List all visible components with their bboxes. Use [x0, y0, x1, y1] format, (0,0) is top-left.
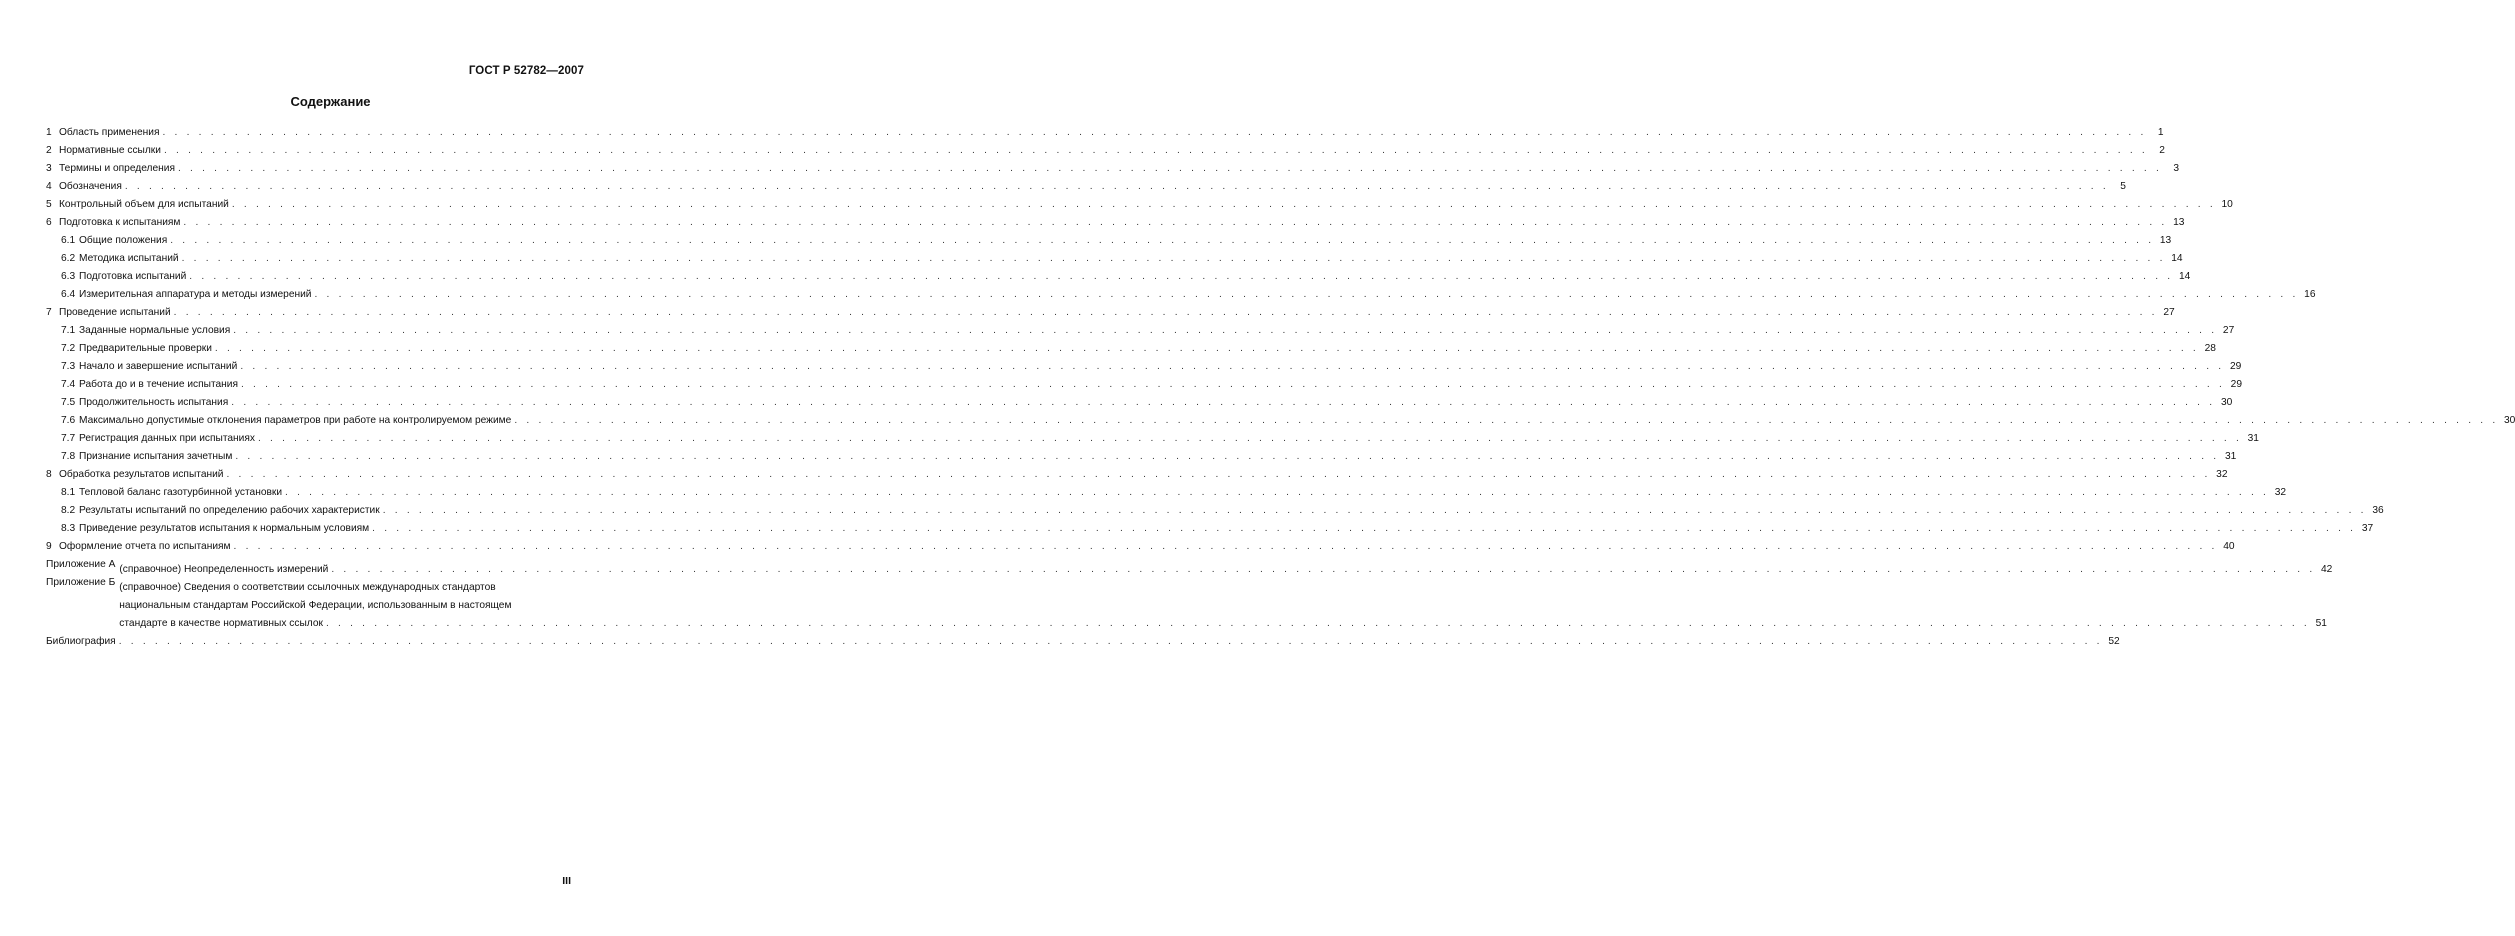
toc-entry-number: 6.4	[61, 289, 76, 300]
toc-entry[interactable]	[46, 427, 2259, 445]
toc-leader-dots	[183, 216, 2167, 229]
toc-entry-label: Предварительные проверки	[79, 343, 212, 354]
appendix-a-page: 42	[2321, 564, 2333, 575]
table-of-contents	[46, 121, 2515, 648]
toc-entry-page: 16	[2304, 289, 2316, 300]
toc-leader-dots	[285, 486, 2269, 499]
toc-entry-label: Признание испытания зачетным	[79, 451, 233, 462]
toc-entry[interactable]	[46, 535, 2235, 553]
bibliography-page: 52	[2108, 636, 2120, 647]
toc-entry-label: Работа до и в течение испытания	[79, 379, 238, 390]
appendix-b-body	[115, 576, 2327, 630]
toc-entry-page: 13	[2173, 217, 2185, 228]
toc-entry-number: 1	[46, 127, 52, 138]
toc-entry-page: 3	[2173, 163, 2179, 174]
toc-entry[interactable]	[46, 319, 2235, 337]
toc-entry-number: 7.7	[61, 433, 76, 444]
toc-entry-number: 7.6	[61, 415, 76, 426]
toc-entry-page: 27	[2163, 307, 2175, 318]
toc-entry-number: 7.5	[61, 397, 76, 408]
toc-entry-label: Термины и определения	[59, 163, 175, 174]
toc-entry[interactable]	[46, 211, 2185, 229]
toc-entry-page: 2	[2159, 145, 2165, 156]
toc-entry-number: 8.1	[61, 487, 76, 498]
appendix-b-text-2: национальным стандартам Российской Федерации, использованным в настоящем	[119, 600, 512, 611]
appendix-a-text: (справочное) Неопределенность измерений	[119, 564, 329, 575]
toc-entry-number: 6.1	[61, 235, 76, 246]
toc-entry-number: 3	[46, 163, 52, 174]
toc-entry-page: 10	[2221, 199, 2233, 210]
toc-entry[interactable]	[46, 283, 2316, 301]
appendix-a-label: Приложение А	[46, 559, 116, 570]
toc-entry-label: Продолжительность испытания	[79, 397, 229, 408]
toc-entry-label: Максимально допустимые отклонения параметров при работе на контролируемом режиме	[79, 415, 512, 426]
toc-entry-label: Заданные нормальные условия	[79, 325, 231, 336]
toc-entry-number: 2	[46, 145, 52, 156]
toc-entry-page: 40	[2223, 541, 2235, 552]
toc-entry-number: 7.2	[61, 343, 76, 354]
toc-entry[interactable]	[46, 157, 2179, 175]
toc-entry[interactable]	[46, 337, 2216, 355]
toc-entry-page: 28	[2204, 343, 2216, 354]
toc-entry-number: 7.3	[61, 361, 76, 372]
toc-entry-number: 7	[46, 307, 52, 318]
appendix-a-line	[115, 558, 2332, 576]
toc-entry[interactable]	[46, 481, 2287, 499]
toc-entry-page: 30	[2220, 397, 2233, 408]
toc-leader-dots	[241, 378, 2225, 391]
toc-entry-label: Приведение результатов испытания к нормальным условиям	[79, 523, 370, 534]
page-number: III	[562, 875, 571, 887]
toc-entry-page: 30	[2504, 415, 2515, 426]
toc-leader-dots	[235, 450, 2219, 463]
toc-entry[interactable]	[46, 301, 2175, 319]
toc-entry-number: 6	[46, 217, 52, 228]
toc-entry[interactable]	[46, 409, 2515, 427]
toc-leader-dots	[326, 617, 2310, 630]
toc-entry-page: 5	[2120, 181, 2126, 192]
toc-entry-number: 7.8	[61, 451, 76, 462]
toc-entry-number: 7.4	[61, 379, 76, 390]
toc-leader-dots	[231, 396, 2215, 409]
toc-entry-label: Область применения	[59, 127, 160, 138]
toc-entry-label: Методика испытаний	[79, 253, 179, 264]
appendix-b-line-1	[115, 576, 2327, 594]
toc-entry[interactable]	[46, 193, 2233, 211]
toc-leader-dots	[258, 432, 2242, 445]
toc-leader-dots	[182, 252, 2166, 265]
toc-entry-page: 14	[2171, 253, 2183, 264]
toc-entry[interactable]	[46, 121, 2164, 139]
toc-entry[interactable]	[46, 355, 2242, 373]
toc-entry-page: 36	[2372, 505, 2384, 516]
toc-leader-dots	[174, 306, 2158, 319]
toc-rows	[46, 121, 2515, 553]
toc-entry[interactable]	[46, 175, 2126, 193]
toc-entry[interactable]	[46, 265, 2191, 283]
toc-entry-label: Обозначения	[59, 181, 122, 192]
toc-entry-number: 4	[46, 181, 52, 192]
toc-leader-dots	[233, 324, 2217, 337]
toc-entry-page: 1	[2157, 127, 2164, 138]
appendix-b-text-1: (справочное) Сведения о соответствии ссылочных международных стандартов	[119, 582, 496, 593]
toc-entry[interactable]	[46, 463, 2228, 481]
toc-leader-dots	[232, 198, 2216, 211]
toc-entry-number: 8.3	[61, 523, 76, 534]
toc-leader-dots	[372, 522, 2356, 535]
toc-leader-dots	[240, 360, 2224, 373]
toc-bibliography[interactable]	[46, 630, 2120, 648]
toc-entry[interactable]	[46, 139, 2165, 157]
appendix-b-line-3	[115, 612, 2327, 630]
toc-entry[interactable]	[46, 445, 2237, 463]
toc-entry-label: Регистрация данных при испытаниях	[79, 433, 255, 444]
toc-appendix-a[interactable]	[46, 553, 2333, 576]
toc-entry[interactable]	[46, 391, 2233, 409]
toc-leader-dots	[315, 288, 2299, 301]
toc-entry[interactable]	[46, 499, 2384, 517]
toc-entry-page: 32	[2216, 469, 2228, 480]
document-code: ГОСТ Р 52782—2007	[468, 65, 584, 77]
toc-entry-page: 29	[2230, 361, 2242, 372]
toc-entry-label: Контрольный объем для испытаний	[59, 199, 229, 210]
toc-leader-dots	[119, 635, 2103, 648]
toc-leader-dots	[125, 180, 2109, 193]
toc-entry[interactable]	[46, 373, 2243, 391]
toc-entry-label: Общие положения	[79, 235, 168, 246]
bibliography-label: Библиография	[46, 636, 116, 647]
toc-entry[interactable]	[46, 247, 2183, 265]
toc-leader-dots	[178, 162, 2162, 175]
toc-leader-dots	[215, 342, 2199, 355]
toc-entry[interactable]	[46, 517, 2374, 535]
toc-entry-page: 27	[2222, 325, 2235, 336]
toc-entry-label: Оформление отчета по испытаниям	[59, 541, 231, 552]
toc-entry[interactable]	[46, 229, 2172, 247]
toc-entry-label: Начало и завершение испытаний	[79, 361, 238, 372]
toc-entry-label: Результаты испытаний по определению рабочих характеристик	[79, 505, 380, 516]
toc-entry-page: 13	[2159, 235, 2172, 246]
toc-entry-number: 8.2	[61, 505, 76, 516]
toc-entry-number: 7.1	[61, 325, 76, 336]
toc-entry-page: 37	[2361, 523, 2374, 534]
toc-entry-number: 9	[46, 541, 52, 552]
toc-entry-label: Обработка результатов испытаний	[59, 469, 224, 480]
toc-entry-page: 29	[2230, 379, 2243, 390]
appendix-b-text-3: стандарте в качестве нормативных ссылок	[119, 618, 323, 629]
toc-entry-page: 31	[2247, 433, 2259, 444]
toc-leader-dots	[189, 270, 2173, 283]
toc-entry-page: 14	[2178, 271, 2191, 282]
toc-entry-number: 5	[46, 199, 52, 210]
appendix-b-page: 51	[2315, 618, 2327, 629]
toc-entry-page: 31	[2225, 451, 2237, 462]
toc-entry-label: Проведение испытаний	[59, 307, 171, 318]
toc-entry-label: Подготовка к испытаниям	[59, 217, 181, 228]
toc-entry-label: Тепловой баланс газотурбинной установки	[79, 487, 283, 498]
toc-appendix-b[interactable]	[46, 576, 2327, 630]
toc-leader-dots	[227, 468, 2211, 481]
toc-entry-label: Измерительная аппаратура и методы измерений	[79, 289, 312, 300]
toc-entry-number: 6.3	[61, 271, 76, 282]
toc-entry-label: Подготовка испытаний	[79, 271, 187, 282]
toc-leader-dots	[234, 540, 2218, 553]
toc-entry-label: Нормативные ссылки	[59, 145, 161, 156]
toc-leader-dots	[170, 234, 2154, 247]
toc-leader-dots	[383, 504, 2367, 517]
toc-entry-number: 6.2	[61, 253, 76, 264]
toc-entry-number: 8	[46, 469, 52, 480]
toc-leader-dots	[164, 144, 2148, 157]
toc-leader-dots	[162, 126, 2146, 139]
appendix-b-line-2	[115, 594, 2327, 612]
toc-leader-dots	[331, 563, 2315, 576]
appendix-a-body	[115, 558, 2332, 576]
toc-entry-page: 32	[2274, 487, 2287, 498]
page-title: Содержание	[290, 94, 371, 109]
toc-leader-dots	[514, 414, 2498, 427]
appendix-b-label: Приложение Б	[46, 577, 116, 588]
